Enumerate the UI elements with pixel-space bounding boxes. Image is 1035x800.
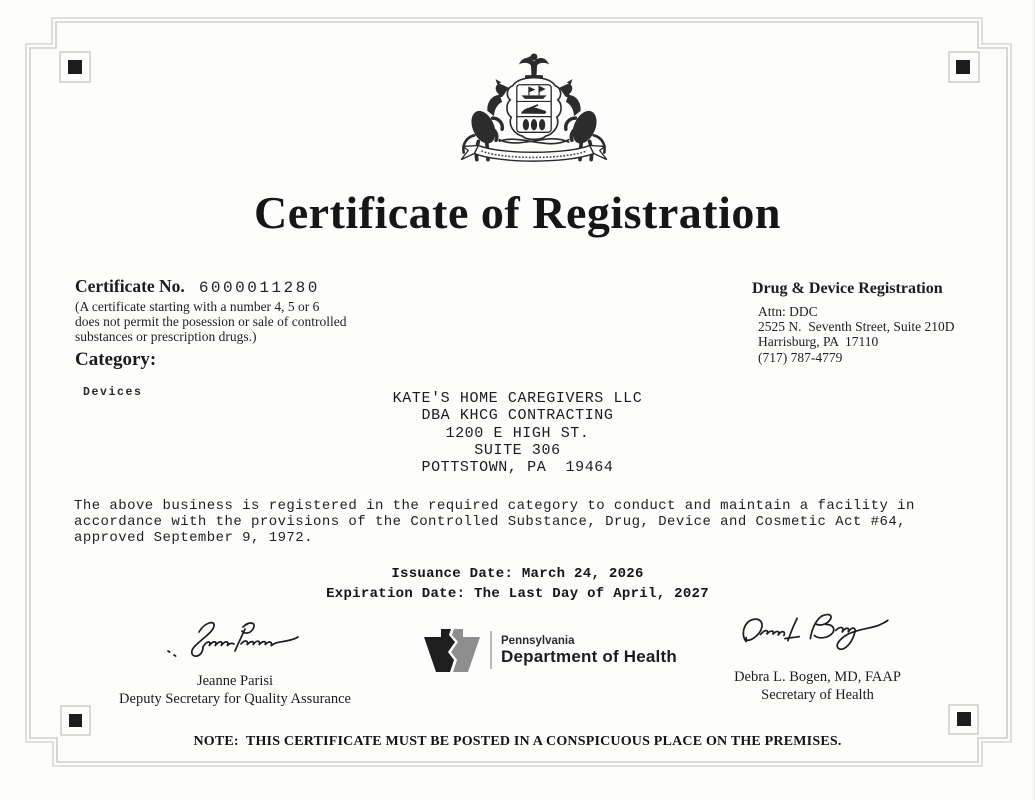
business-dba-line: DBA KHCG CONTRACTING (421, 407, 614, 425)
department-of-health-logo (421, 626, 677, 674)
motto-ribbon (461, 145, 607, 161)
registrar-heading: Drug & Device Registration (752, 280, 943, 297)
wheat-charge (523, 119, 545, 130)
footer-note: NOTE: THIS CERTIFICATE MUST BE POSTED IN A CONSPICUOUS PLACE ON THE PREMISES. (193, 734, 842, 749)
category-label: Category: (75, 349, 157, 370)
registration-statement-line: The above business is registered in the required category to conduct and maintain a facility in (74, 498, 915, 514)
registered-business-block (0, 390, 1035, 476)
signature-block-left (95, 614, 375, 708)
state-coat-of-arms (448, 48, 620, 168)
certificate-number-label: Certificate No. (75, 276, 185, 296)
certificate-number-value: 6000011280 (198, 279, 320, 297)
signatory-name: Jeanne Parisi (196, 673, 274, 689)
eagle-crest (519, 58, 549, 76)
agency-state-name: Pennsylvania (501, 634, 575, 647)
business-city-line: POTTSTOWN, PA 19464 (421, 459, 614, 477)
registration-statement-line: approved September 9, 1972. (74, 529, 313, 546)
registrar-city-line: Harrisburg, PA 17110 (758, 334, 879, 350)
business-suite-line: SUITE 306 (474, 441, 561, 459)
registrar-attn-line: Attn: DDC (758, 304, 818, 319)
debra-bogen-signature-image (720, 606, 915, 662)
registration-statement (74, 499, 915, 546)
certificate-number-note (75, 300, 346, 344)
certificate-number-note-line: does not permit the posession or sale of controlled (75, 313, 347, 329)
logo-divider (490, 631, 492, 669)
jeanne-parisi-signature-image (140, 614, 330, 666)
shield (507, 78, 561, 140)
page-title: Certificate of Registration (254, 187, 781, 238)
certificate-number-row (75, 276, 320, 297)
registration-statement-line: accordance with the provisions of the Controlled Substance, Drug, Device and Cosmetic Act #64, (74, 513, 907, 530)
signature-block-right (685, 606, 950, 704)
registrar-street-line: 2525 N. Seventh Street, Suite 210D (758, 319, 955, 335)
certificate-number-note-line: substances or prescription drugs.) (75, 328, 257, 344)
issuance-date: Issuance Date: March 24, 2026 (391, 566, 644, 582)
signatory-name: Debra L. Bogen, MD, FAAP (734, 669, 901, 685)
registrar-phone-line: (717) 787-4779 (758, 349, 843, 365)
expiration-date: Expiration Date: The Last Day of April, 2027 (326, 585, 709, 602)
agency-department-name: Department of Health (501, 646, 677, 666)
registrar-contact-block (752, 280, 954, 365)
business-name-line: KATE'S HOME CAREGIVERS LLC (392, 390, 643, 407)
keystone-icon (421, 626, 483, 674)
category-value: Devices (83, 386, 143, 399)
signatory-title: Secretary of Health (761, 687, 874, 703)
signatory-title: Deputy Secretary for Quality Assurance (119, 691, 351, 707)
scan-edge-shadow (1031, 0, 1035, 800)
business-street-line: 1200 E HIGH ST. (445, 424, 590, 442)
certificate-number-note-line: (A certificate starting with a number 4, 5 or 6 (75, 299, 320, 314)
validity-dates (0, 565, 1035, 604)
